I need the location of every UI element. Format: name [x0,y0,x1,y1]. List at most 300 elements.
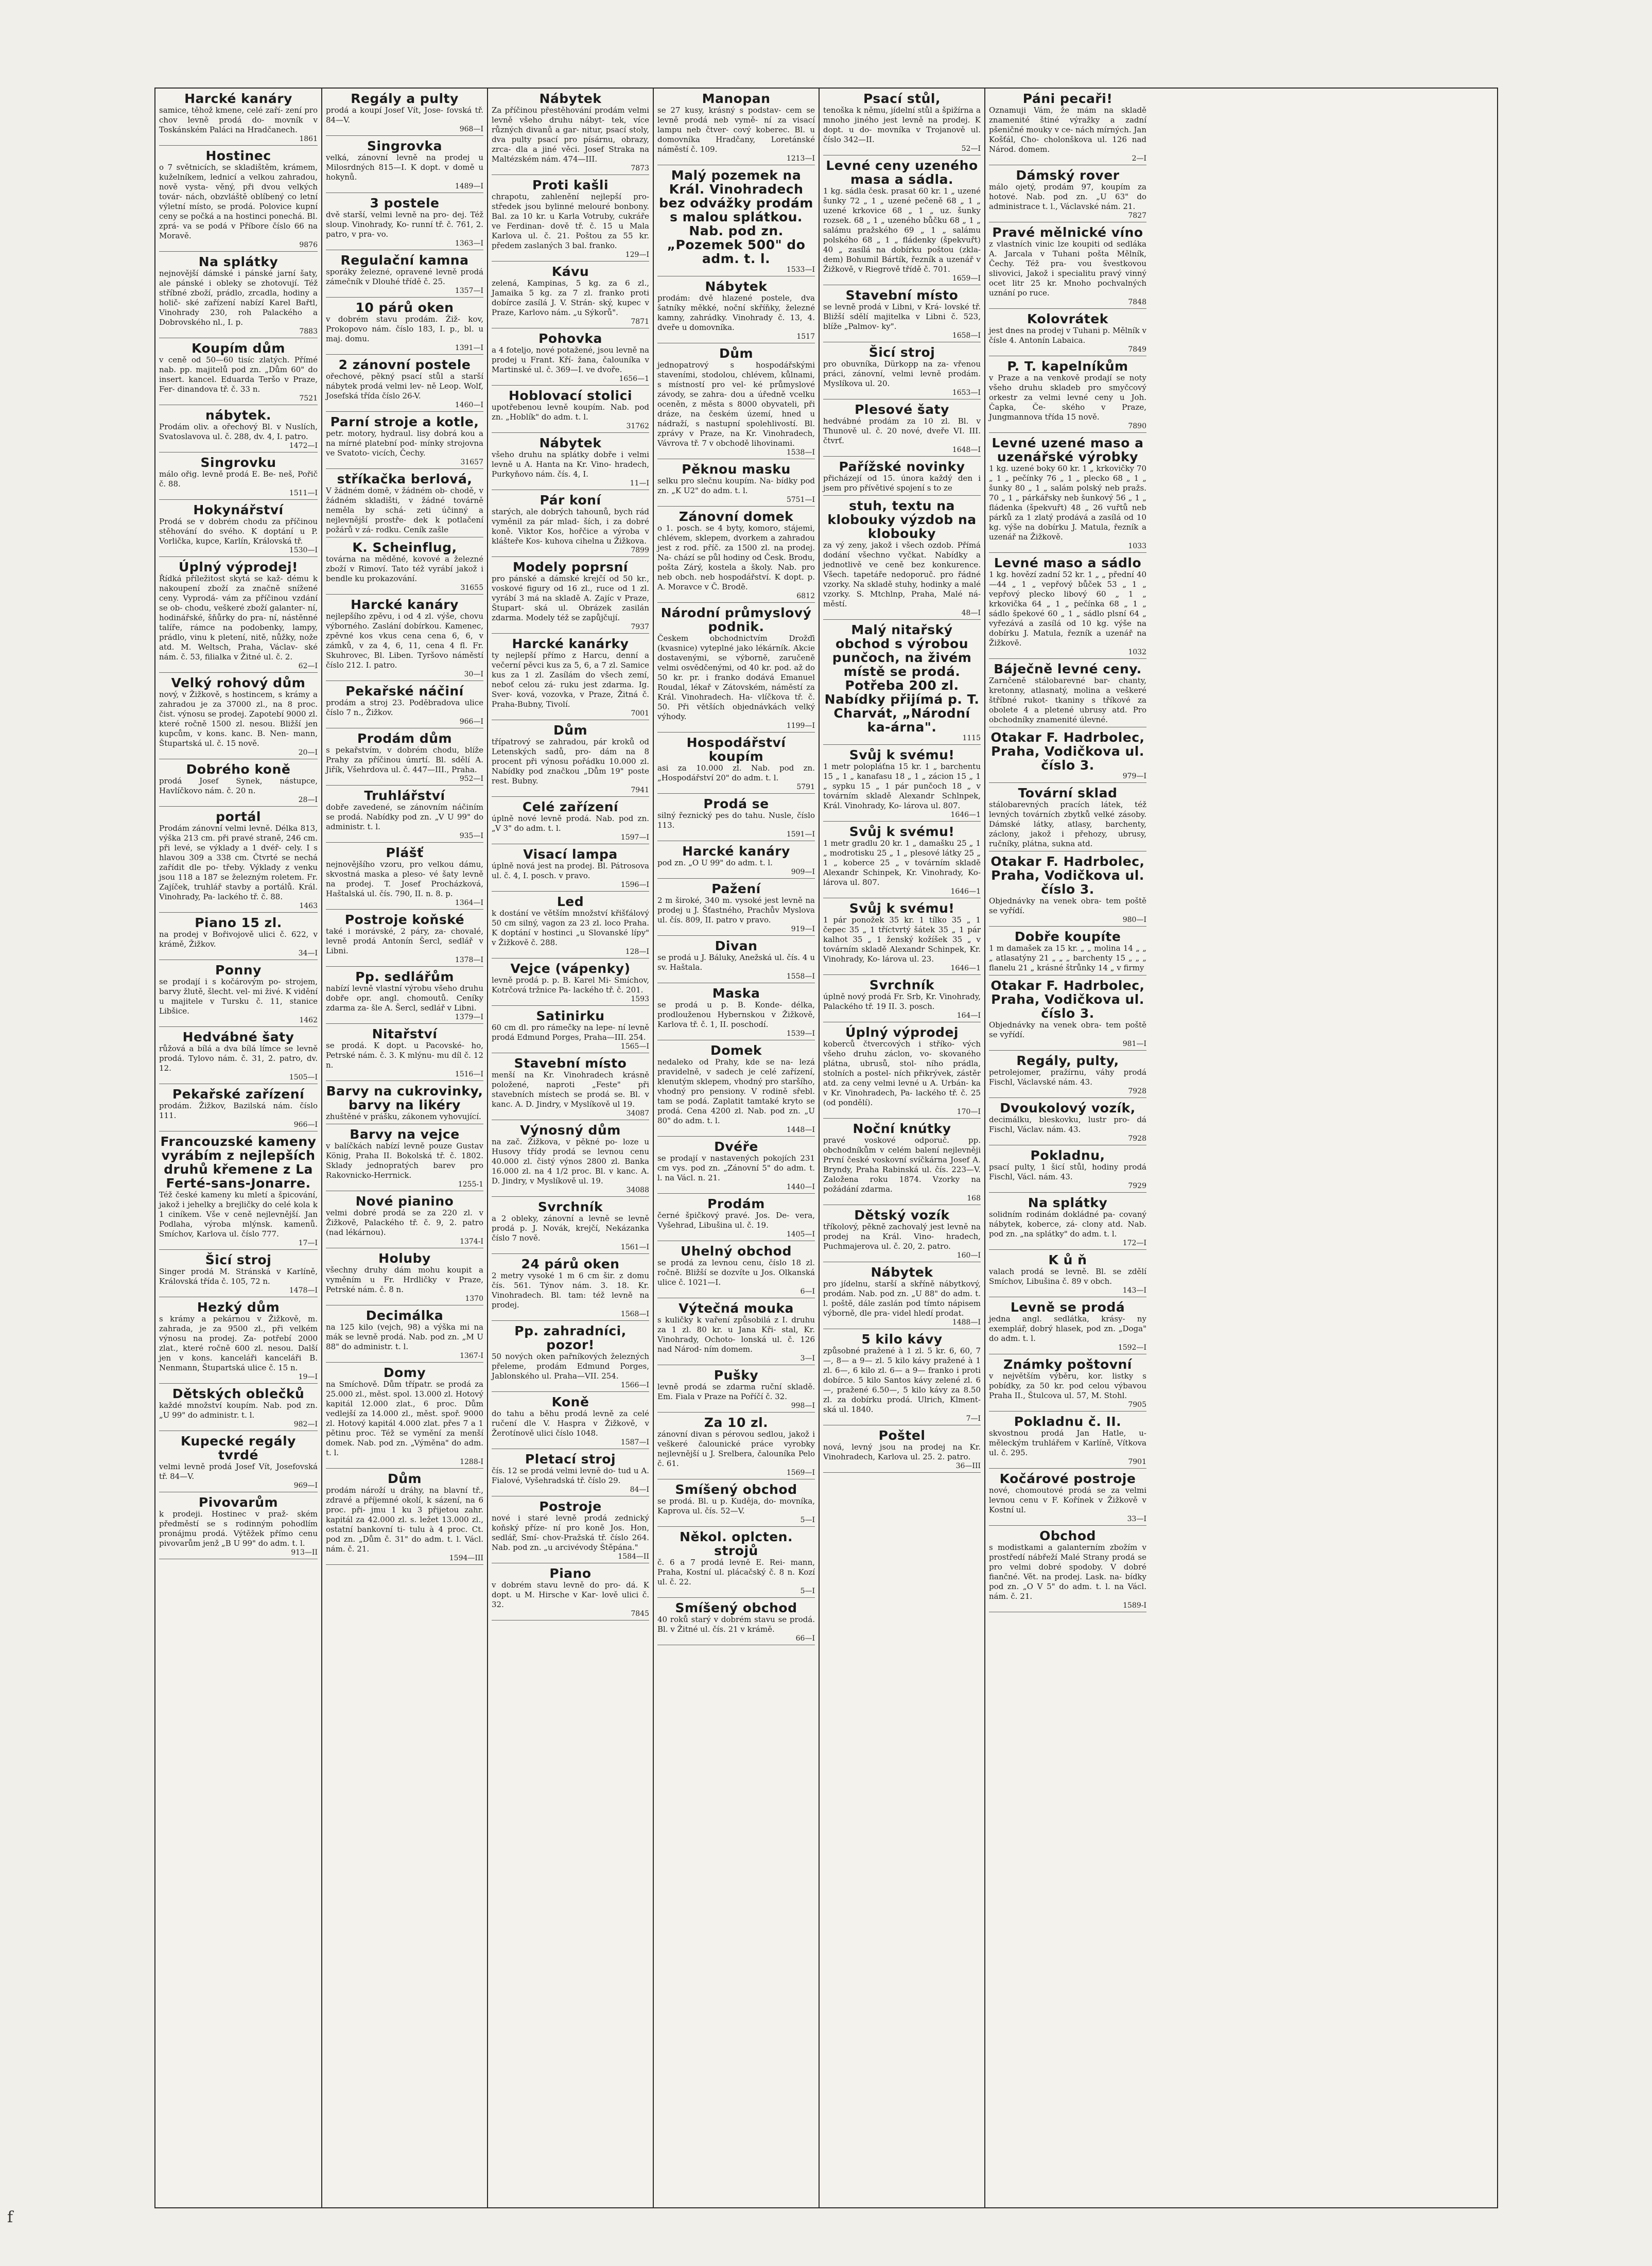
margin-mark: f [7,2208,13,2226]
ad-body: prodám a stroj 23. Poděbradova ulice číslo 7 n., Žižkov. [326,698,483,717]
ad-code: 1462 [299,1016,318,1024]
ad-code: 1568—I [620,1310,649,1318]
classified-ad [823,978,981,1022]
ad-body: s pekařstvím, v dobrém chodu, blíže Prahy za příčinou úmrtí. Bl. sdělí A. Jiřík, Všehrdova ul. č. 447—III., Praha. [326,745,483,774]
ad-code: 7883 [299,327,318,336]
ad-body: úplně nový prodá Fr. Srb, Kr. Vinohrady, Palackého tř. 19 II. 3. posch. [823,992,981,1011]
ad-heading: Stavební místo [845,288,959,303]
ad-code: 1255-1 [458,1180,483,1189]
ad-body: Prodá se v dobrém chodu za příčinou stěhování do svého. K doptání u P. Vorlička, kupce, Karlín, Královská tř. [159,517,318,546]
ad-heading: K. Scheinflug, [352,540,457,555]
ad-code: 2—I [1132,154,1146,163]
ad-code: 164—I [957,1012,981,1020]
ad-heading: Pp. zahradníci, pozor! [514,1323,627,1352]
ad-heading: Hedvábné šaty [182,1030,294,1044]
ad-heading: Truhlářství [364,788,445,803]
ad-body: 1 metr polopláťna 15 kr. 1 „ barchentu 15 „ 1 „ kanafasu 18 „ 1 „ zácion 15 „ 1 „ sypku 15 „ 1 pár punčoch 18 „ v továrním skladě Alexandr Schlnpek, Král. Vinohrady, Ko- lárova ul. 807. [823,762,981,810]
ad-heading: Hostinec [205,148,271,163]
ad-code: 981—I [1122,1040,1146,1048]
classified-ad [657,986,815,1040]
ad-body: růžová a bílá a dva bílá límce se levně prodá. Tylovo nám. č. 31, 2. patro, dv. 12. [159,1044,318,1073]
ad-heading: Holuby [378,1251,431,1266]
ad-code: 20—I [298,748,318,757]
ad-code: 1472—I [289,442,318,450]
ad-code: 1646—1 [950,964,981,972]
ad-heading: Francouzské kameny vyrábím z nejlepších druhů křemene z La Ferté-sans-Jonarre. [160,1134,317,1191]
ad-body: na 125 kilo (vejch, 98) a výška mi na mák se levně prodá. Nab. pod zn. „M U 88" do administr. t. l. [326,1322,483,1351]
ad-code: 980—I [1122,916,1146,924]
ad-body: jednopatrový s hospodářskými staveními, stodolou, chlévem, kůlnami, s místností pro vel- ké průmyslové závody, se zahra- dou a úředně vcelku oceněn, z města s 8000 obyvateli, při dráze, na českém území, hned u nádraží, s nastupní spolehlivostí. Bl. zprávy v Praze, na Kr. Vinohradech, Vávrova tř. 7 v obchodě lihovinami. [657,360,815,448]
classified-ad [492,1500,649,1563]
ad-code: 1033 [1128,542,1146,550]
ad-heading: Úplný výprodej [845,1025,959,1040]
classified-ad [989,1253,1146,1297]
classified-ad [657,1140,815,1194]
ad-heading: Parní stroje a kotle, [330,414,479,429]
ad-code: 5791 [796,783,815,791]
classified-ad [326,139,483,193]
ad-code: 935—I [459,832,483,840]
ad-body: pro jídelnu, starší a skříně nábytkový, prodám. Nab. pod zn. „U 88" do adm. t. l. poště, dále zaslán pod tímto nápisem výborně, dle pra- videl hledí prodat. [823,1279,981,1318]
classified-ad [326,196,483,250]
ad-heading: Harcké kanárky [512,636,629,651]
ad-code: 34088 [626,1186,649,1194]
ad-body: ořechové, pěkný psací stůl a starší nábytek prodá velmi lev- ně Leop. Wolf, Josefská třída číslo 26-V. [326,372,483,400]
classified-ad [823,1428,981,1473]
ad-body: dvě starší, velmi levně na pro- dej. Též sloup. Vinohrady, Ko- runní tř. č. 761, 2. patro, v pra- vo. [326,210,483,239]
classified-ad [823,623,981,745]
ad-heading: Nitařství [372,1026,438,1041]
ad-body: V žádném domě, v žádném ob- chodě, v žádném skladišti, v žádné továrně neměla by schá- zeti účinný a nejlevnější prostře- dek k potlačení požárů v zá- rodku. Ceník zašle [326,486,483,534]
classified-ad [159,1253,318,1297]
column-6 [984,89,1150,2207]
ad-heading: Visací lampa [523,847,618,862]
ad-heading: Dětských oblečků [172,1386,305,1401]
classified-ad [159,1300,318,1384]
classified-ad [823,1208,981,1262]
classified-ad [657,1244,815,1298]
ad-body: decimálku, bleskovku, lustr pro- dá Fischl, Václav. nám. 43. [989,1115,1146,1134]
ad-code: 52—I [961,145,981,153]
classified-ad [989,1529,1146,1612]
ad-body: silný řeznický pes do tahu. Nusle, číslo 113. [657,811,815,830]
ad-heading: Národní průmyslový podnik. [660,605,812,634]
ad-heading: Piano [549,1566,592,1581]
ad-heading: Pěknou masku [682,462,791,477]
ad-heading: Páni pecaři! [1022,91,1113,106]
classified-ad [492,1395,649,1449]
ad-heading: Malý nitařský obchod s výrobou punčoch, na živém místě se prodá. Potřeba 200 zl. Nabídky přijímá p. T. Charvát, „Národní ka-árna". [824,622,980,735]
ad-heading: Modely poprsní [512,560,629,574]
ad-code: 170—I [957,1108,981,1116]
classified-ad [989,1196,1146,1250]
ad-body: s krámy a pekárnou v Žižkově, m. zahrada, je za 9500 zl., při velkém výnosu na prodej. Za- potřebí 2000 zlat., které ročně 600 zl. nesou. Další jen v kons. kanceláři kanceláři B. Nenmann, Štupartská ulice č. 15 n. [159,1314,318,1372]
ad-heading: Dům [553,723,588,738]
ad-code: 17—I [298,1239,318,1247]
ad-heading: Levné uzené maso a uzenářské výrobky [992,435,1144,464]
ad-code: 1561—I [620,1243,649,1251]
ad-body: nová, levný jsou na prodej na Kr. Vinohradech, Karlova ul. 25. 2. patro. [823,1442,981,1461]
classified-ad [326,846,483,910]
ad-code: 66—I [795,1634,815,1643]
ad-code: 7873 [631,164,649,172]
ad-heading: Někol. oplcten. strojů [680,1529,793,1558]
classified-ad [823,901,981,975]
ad-body: levně prodá se zdarma ruční skladě. Em. Fiala v Praze na Poříčí č. 32. [657,1382,815,1401]
ad-heading: Prodám dům [357,731,453,746]
classified-ad [159,560,318,673]
ad-heading: Obchod [1039,1528,1096,1543]
ad-heading: Piano 15 zl. [195,915,282,930]
classified-ad [657,844,815,879]
ad-body: všechny druhy dám mohu koupit a vyměním u Fr. Hrdličky v Praze, Petrské nám. č. 8 n. [326,1265,483,1294]
ad-code: 28—I [298,796,318,804]
classified-ad [159,762,318,807]
ad-body: v balíčkách nabízí levně pouze Gustav König, Praha II. Bokolská tř. č. 1802. Sklady jednopratých barev pro Rakovnicko-Herrnick. [326,1141,483,1180]
ad-code: 84—I [630,1486,649,1494]
classified-ad [159,456,318,500]
ad-heading: Nábytek [705,279,768,294]
ad-heading: Zánovní domek [679,509,794,524]
ad-body: tříkolový, pěkně zachovalý jest levně na prodej na Král. Vino- hradech, Puchmajerova ul. č. 20, 2. patro. [823,1222,981,1251]
ad-body: starých, ale dobrých tahounů, bych rád vyměnil za pár mlad- ších, i za dobré koně. Viktor Kos, hořčice a výroba v klášteře Kos- kuhova cihelna u Žižkova. [492,507,649,546]
ad-code: 129—I [625,251,649,259]
ad-code: 1538—I [786,448,815,457]
ad-heading: 24 párů oken [521,1257,620,1271]
ad-body: pro pánské a dámské krejčí od 50 kr., voskové figury od 16 zl., ruce od 1 zl. vyrábí 3 má na skladě A. Zajíc v Praze, Štupart- ská ul. Obrázek zasilán zdarma. Modely též se zapůjčují. [492,574,649,622]
ad-code: 1367-I [460,1352,483,1360]
ad-body: menší na Kr. Vinohradech krásně položené, naproti „Feste" při stavebních místech se prodá se. Bl. v kanc. A. D. Jindry, v Myslíkově ul 19. [492,1070,649,1109]
classified-ad [989,1148,1146,1193]
ad-code: 7928 [1128,1135,1146,1143]
ad-heading: Báječně levné ceny. [994,661,1142,676]
ad-body: Prodám oliv. a ořechový Bl. v Nuslích, Svatoslavova ul. č. 288, dv. 4, I. patro. [159,422,318,441]
ad-code: 1653—I [952,389,981,397]
classified-ad [326,789,483,843]
ad-heading: Pravé mělnické víno [992,225,1143,240]
classified-ad [989,786,1146,851]
ad-heading: 10 párů oken [355,300,454,315]
ad-body: valach prodá se levně. Bl. se zdělí Smíchov, Libušina č. 89 v obch. [989,1267,1146,1286]
ad-body: nedaleko od Prahy, kde se na- lezá pravidelně, v sadech je celé zařízení, klenutým sklepem, vhodný pro staršího, vhodný pro pensiony. V rodině sřebl. tam se podá. Zaplatit tamtaké kryto se prodá. Cena 4200 zl. Nab. pod zn. „U 80" do adm. t. l. [657,1057,815,1125]
ad-body: 60 cm dl. pro rámečky na lepe- ní levně prodá Edmund Porges, Praha—III. 254. [492,1023,649,1042]
ad-heading: Kočárové postroje [999,1471,1136,1486]
ad-code: 998—I [791,1402,815,1410]
ad-body: třípatrový se zahradou, pár kroků od Letenských sadů, pro- dám na 8 procent při výnosu pořádku 10.000 zl. Nabídky pod značkou „Dům 19" poste rest. Bubny. [492,737,649,786]
ad-body: k prodeji. Hostinec v praž- ském předměstí se s rodinným pohodlím pronájmu prodá. Výtěžek přímo cenu pivovarům jenž „B U 99" do adm. t. l. [159,1509,318,1548]
ad-body: zelená, Kampinas, 5 kg. za 6 zl., Jamaika 5 kg. za 7 zl. franko proti dobírce zasílá J. V. Strán- ský, kupec v Praze, Karlovo nám. „u Sýkorů". [492,278,649,317]
ad-code: 7849 [1128,345,1146,354]
classified-ad [989,1101,1146,1145]
ad-heading: Šicí stroj [868,345,935,360]
ad-body: sporáky železné, opravené levně prodá zámečník v Dlouhé třídě č. 25. [326,267,483,286]
column-3 [487,89,653,2207]
ad-body: levně prodá p. p. B. Karel Mi- Smíchov, Kotrčová tržnice Pa- lackého tř. č. 201. [492,975,649,995]
ad-heading: Tovární sklad [1018,786,1118,800]
ad-code: 5—I [800,1587,815,1595]
ad-heading: Prodá se [703,796,769,811]
classified-ad [657,1483,815,1527]
ad-heading: Pekařské náčiní [345,684,464,699]
ad-body: Za příčinou přestěhování prodám velmi levně všeho druhu nábyt- tek, více různých divanů a gar- nitur, psací stoly, dva pulty psací pro písárnu, obrazy, zrca- dla a jiné věci. Josef Straka na Maltézském nám. 474—III. [492,106,649,164]
ad-code: 7845 [631,1610,649,1618]
ad-heading: Dvoukolový vozík, [1000,1101,1136,1115]
ad-code: 1488—I [952,1318,981,1327]
classified-ad [657,882,815,936]
classified-ad [823,825,981,898]
classified-ad [326,598,483,681]
classified-ad [492,723,649,797]
ad-heading: Singrovku [200,455,276,470]
ad-body: velmi dobré prodá se za 220 zl. v Žižkově, Palackého tř. č. 9, 2. patro (nad lékárnou). [326,1208,483,1237]
ad-heading: Levné maso a sádlo [994,555,1142,570]
ad-body: každé množství koupím. Nab. pod zn. „U 99" do administr. t. l. [159,1401,318,1420]
column-5 [819,89,984,2207]
ad-heading: Kupecké regály tvrdé [181,1434,296,1462]
ad-code: 1566—I [620,1381,649,1389]
ad-heading: Regály a pulty [351,91,459,106]
classified-ad [326,253,483,298]
ad-heading: Plášť [386,845,424,860]
ad-body: málo ořig. levně prodá E. Be- neš, Pořič č. 88. [159,469,318,489]
ad-code: 1364—I [455,899,483,907]
ad-heading: Hoblovací stolici [508,388,633,403]
ad-heading: Nábytek [539,435,602,450]
ad-body: č. 6 a 7 prodá levně E. Rei- mann, Praha, Kostní ul. plácačský č. 8 n. Kozí ul. č. 22. [657,1558,815,1587]
ad-body: o 1. posch. se 4 byty, komoro, stájemi, chlévem, sklepem, dvorkem a zahradou jest z rod. příč. za 1500 zl. na prodej. Na- chází se půl hodiny od Česk. Brodu, pošta Zárý, kostela a školy. Nab. pro neb obch. neb hospodářství. K dopt. p. A. Moravce v Č. Brodě. [657,524,815,591]
ad-code: 6812 [796,592,815,600]
ad-code: 1517 [796,333,815,341]
ad-body: se 27 kusy, krásný s podstav- cem se levně prodá neb vymě- ní za visací lampu neb čtver- cový koberec. Bl. u domovníka Hradčany, Loretánské náměstí č. 109. [657,106,815,154]
classified-ad [657,606,815,733]
ad-code: 7827 [1128,212,1146,220]
ad-code: 909—I [791,868,815,876]
ad-heading: stříkačka berlová, [337,472,473,486]
ad-body: 1 metr gradlu 20 kr. 1 „ damašku 25 „ 1 „ modrotisku 25 „ 1 „ plesové látky 25 „ 1 „ koberce 25 „ v továrním skladě Alexandr Schinpek, Kr. Vinohrady, Ko- lárova ul. 807. [823,839,981,887]
ad-body: všeho druhu na splátky dobře i velmi levně u A. Hanta na Kr. Vino- hradech, Purkyňovo nám. čís. 4, I. [492,450,649,479]
ad-code: 1288-I [460,1458,483,1466]
ad-code: 1357—I [455,287,483,295]
ad-code: 1592—I [1118,1344,1146,1352]
ad-code: 1379—I [455,1013,483,1021]
ad-heading: Svůj k svému! [849,747,955,762]
ad-body: chrapotu, zahlenění nejlepší pro- středek jsou bylinné melouré bonbony. Bal. za 10 kr. u Karla Votruby, cukráře ve Ferdinan- dově tř. č. 15 u Mala Karlova ul. č. 21. Poštou za 55 kr. předem zaslaných 3 bal. franko. [492,192,649,250]
classified-ad [159,92,318,146]
ad-body: také i morávské, 2 páry, za- chovalé, levně prodá Antonín Šercl, sedlář v Libni. [326,927,483,955]
classified-ad [989,930,1146,975]
ad-body: přicházejí od 15. února každý den i jsem pro přívětivé spojení s to ze [823,474,981,493]
ad-heading: Harcké kanáry [184,91,292,106]
classified-ad [989,1054,1146,1098]
ad-heading: Nábytek [539,91,602,106]
ad-code: 168 [967,1194,981,1202]
ad-code: 966—I [459,718,483,726]
classified-ad [492,436,649,490]
classified-ad [492,1452,649,1496]
ad-code: 31657 [460,458,483,466]
ad-heading: Uhelný obchod [681,1244,792,1259]
ad-body: Prodám zánovní velmi levně. Délka 813, výška 213 cm. při pravé straně, 246 cm. při levé, se výklady a 1 dvéř- cely. I s hlavou 309 a 338 cm. Čtvrté se nechá zařídit dle po- třeby. Výklady z venku jsou 118 a 187 se železným roletem. Fr. Zajíček, truhlář stavby a portálů. Král. Vinohrady, Pa- lackého tř. č. 88. [159,824,318,901]
ad-heading: 2 zánovní postele [338,357,471,372]
ad-heading: Pažení [711,881,761,896]
ad-heading: Pokladnu, [1030,1148,1105,1163]
ad-code: 1646—1 [950,811,981,819]
ad-body: nový, v Žižkově, s hostincem, s krámy a zahradou je za 37000 zl., na 8 proc. čist. výnosu se prodej. Zapotebí 9000 zl. které ročně 1500 zl. nesou. Bližší jen kupcům, v kons. kanc. B. Nen- mann, Štupartská ul. č. 15 nově. [159,690,318,748]
ad-heading: Dům [719,346,754,361]
classified-ad [657,1368,815,1413]
ad-code: 7890 [1128,422,1146,430]
ad-heading: Pušky [714,1368,759,1383]
classified-ad [492,178,649,262]
classified-ad [492,560,649,634]
ad-body: na prodej v Bořivojově ulici č. 622, v krámě, Žižkov. [159,930,318,949]
ad-code: 33—I [1127,1515,1146,1523]
classified-ad [326,92,483,136]
ad-body: pravé voskové odporuč. pp. obchodníkům v celém balení nejlevněji První české voskovní svíčkárna Josef A. Bryndy, Praha Rabinská ul. čís. 223—V. Založena roku 1874. Vzorky na požádání zdarma. [823,1136,981,1194]
ad-heading: Divan [715,938,758,953]
ad-heading: Regulační kamna [340,253,469,268]
ad-body: k dostání ve větším množství křišťálový 50 cm silný, vagon za 23 zl. loco Praha. K doptání v hostinci „u Slovanské lípy" v Žižkově č. 288. [492,909,649,947]
ad-heading: Pivovarům [198,1495,279,1510]
ad-heading: Koně [551,1395,589,1409]
classified-ad [492,1009,649,1053]
column-4 [653,89,819,2207]
ad-heading: Smíšený obchod [675,1600,797,1615]
classified-ad [326,358,483,412]
classified-ad [492,1324,649,1392]
ad-body: úplně nová jest na prodej. Bl. Pátrosova ul. č. 4, I. posch. v pravo. [492,861,649,880]
ad-code: 982—I [293,1420,318,1428]
ad-body: 1 pár ponožek 35 kr. 1 tílko 35 „ 1 čepec 35 „ 1 tříctvrtý šátek 35 „ 1 pár kalhot 35 „ 1 ženský kožíšek 35 „ v továrním skladě Alexandr Schinpek, Kr. Vinohrady, Ko- lárova ul. 23. [823,915,981,964]
classified-ad [657,1416,815,1479]
classified-ad [823,288,981,342]
classified-ad [823,345,981,399]
ad-code: 7928 [1128,1087,1146,1095]
ad-code: 1593 [631,995,649,1003]
ad-body: se levně prodá v Libni, v Krá- lovské tř. Bližší sdělí majitelka v Libni č. 523, blíže „Palmov- ky". [823,302,981,331]
ad-body: velká, zánovní levně na prodej u Milosrdných 815—I. K dopt. v domě u hokynů. [326,153,483,182]
classified-ad [159,1434,318,1492]
ad-heading: Kolovrátek [1027,311,1108,326]
classified-ad [989,359,1146,433]
ad-heading: Smíšený obchod [675,1482,797,1497]
ad-code: 969—I [293,1481,318,1490]
ad-code: 1463 [299,902,318,910]
ad-body: prodám: dvě hlazené postele, dva šatníky měkké, noční skříňky, železné kamny, zahrádky. Vinohrady č. 13, 4. dveře u domovníka. [657,293,815,332]
ad-code: 1370 [465,1295,483,1303]
ad-heading: Na splátky [198,254,279,269]
classified-ad [326,541,483,595]
classified-ad [326,472,483,537]
ad-body: Singer prodá M. Stránská v Karlíně, Královská třída č. 105, 72 n. [159,1267,318,1286]
ad-body: v dobrém stavu levně do pro- dá. K dopt. u M. Hirsche v Kar- lově ulici č. 32. [492,1580,649,1609]
classified-ad [159,676,318,759]
ad-code: 952—I [459,775,483,783]
classified-ad [159,963,318,1027]
ad-code: 968—I [459,125,483,133]
ad-heading: Otakar F. Hadrbolec, Praha, Vodičkova ul. číslo 3. [990,730,1145,773]
ad-body: se prodá. K dopt. u Pacovské- ho, Petrské nám. č. 3. K mlýnu- mu díl č. 12 n. [326,1041,483,1070]
ad-code: 128—I [625,948,649,956]
ad-body: Též české kameny ku mletí a špicování, jakož i jehelky a brejličky do celé kola k 1 ciníkem. Vše v ceně nejlevnější. Jan Podlaha, výroba mlýnsk. kamenů. Smíchov, Karlova ul. číslo 777. [159,1190,318,1239]
ad-heading: stuh, textu na klobouky výzdob na klobouky [827,498,977,541]
ad-body: se prodá. Bl. u p. Kuděja, do- movníka, Kaprova ul. čís. 52—V. [657,1496,815,1515]
ad-body: Oznamuji Vám, že mám na skladě znamenité štiné výražky a zadní pšeničné mouky v ce- nách mírných. Jan Košťál, Cho- cholonškova ul. 126 nad Národ. domem. [989,106,1146,154]
classified-ad [989,556,1146,659]
ad-heading: Pařížské novinky [839,459,965,474]
ad-body: jest dnes na prodej v Tuhani p. Mělník v čísle 4. Antonín Labaica. [989,326,1146,345]
ad-code: 1363—I [455,239,483,248]
ad-heading: Pekařské zařízení [172,1087,305,1102]
classified-ad [657,168,815,276]
ad-body: samice, těhož kmene, celé zaří- zení pro chov levně prodá do- movník v Toskánském Paláci na Hradčanech. [159,106,318,134]
classified-ad [657,280,815,343]
classified-ad [823,1025,981,1119]
classified-ad [492,332,649,386]
ad-code: 7905 [1128,1401,1146,1409]
ad-body: čís. 12 se prodá velmi levně do- tud u A. Fialové, Vyšehradská tř. číslo 29. [492,1466,649,1485]
ad-heading: Stavební místo [514,1056,627,1071]
classified-ad [657,92,815,165]
ad-code: 7871 [631,318,649,326]
ad-code: 1861 [299,135,318,143]
ad-body: se prodá za levnou cenu, číslo 18 zl. ročně. Bližší se dozvíte u Jos. Olkanská ulice č. 1021—I. [657,1258,815,1287]
classified-ad [657,1601,815,1645]
ad-body: nové, chomoutové prodá se za velmi levnou cenu v F. Kořínek v Žižkově v Kostní ul. [989,1486,1146,1514]
ad-heading: Pletací stroj [525,1452,616,1467]
ad-code: 1391—I [455,344,483,352]
ad-heading: Dobrého koně [186,762,291,777]
ad-code: 34087 [626,1109,649,1118]
ad-body: zánovní divan s pérovou sedlou, jakož i veškeré čalounické práce vyrobky nejlevnější u J. Srelbera, čalouníka Pelo č. 61. [657,1430,815,1468]
ad-code: 913—II [291,1548,318,1557]
classified-ad [823,499,981,620]
ad-body: Českem obchodnictvím Drožďi (kvasnice) vyteplné jako lékárník. Akcie dostavenými, se výborně, zaručeně velmi osvědčenými, od 40 kr. pod. až do 50 kr. pr. i franko dodává Emanuel Roudal, lékař v Zátovském, náměstí za Král. Vinohradech. Ha- vlíčkova tř. č. 50. Při větších objednávkách velký výhody. [657,634,815,721]
ad-heading: Hezký dům [197,1300,280,1315]
ad-heading: Svrchník [537,1199,603,1214]
ad-heading: Psací stůl, [863,91,941,106]
ad-heading: Poštel [878,1428,926,1443]
ad-code: 1478—I [289,1286,318,1295]
classified-ad [159,503,318,557]
ad-body: skvostnou prodá Jan Hatle, u- měleckým truhlářem v Karlíně, Vítkova ul. č. 295. [989,1428,1146,1457]
ad-body: černé špičkový pravé. Jos. De- vera, Vyšehrad, Libušina ul. č. 19. [657,1211,815,1230]
ad-body: se prodají i s kočárovým po- strojem, barvy žlutě, šlecht. vel- mi živé. K vidění u majitele v Tursku č. 11, stanice Libšice. [159,977,318,1016]
ad-heading: Dům [387,1471,422,1486]
ad-body: 50 nových oken pařníkových železných přeleme, prodám Edmund Porges, Jablonského ul. Praha—VII. 254. [492,1352,649,1381]
ad-body: za vý zeny, jakož i všech ozdob. Přímá dodání všechno vyčkat. Nabídky a jednotlivě ve ceně bez konkurence. Všech. tapetáře nedoporuč. pro řádné vzorky. Na skladě stuhy, hodinky a malé vzorky. S. Mtchlnp, Praha, Malé ná- městí. [823,541,981,608]
classified-ad [823,403,981,457]
classified-ad [823,1265,981,1329]
classified-ad [492,265,649,328]
ad-heading: Kávu [551,264,589,279]
classified-ad [492,1200,649,1254]
ad-code: 1589-I [1123,1601,1146,1610]
classified-ad [657,1530,815,1598]
ad-heading: Celé zařízení [522,799,619,814]
ad-heading: Singrovka [367,138,443,153]
ad-heading: Šicí stroj [205,1252,272,1267]
ad-heading: Dámský rover [1016,168,1120,183]
ad-code: 919—I [791,925,815,933]
classified-ad [989,730,1146,783]
ad-code: 143—I [1122,1286,1146,1295]
ad-body: s kuličky k vaření způsobilá z I. druhu za 1 zl. 80 kr. u Jana Kři- stal, Kr. Vinohrady, Ochoto- lonská ul. č. 126 nad Národ- ním domem. [657,1315,815,1354]
classified-ad [159,1495,318,1559]
newspaper-classifieds-page [154,88,1498,2208]
classified-ad [326,1366,483,1469]
ad-body: o 7 světnicích, se skladištěm, krámem, kuželníkem, lednicí a velkou zahradou, nově vysta- věný, při dvou velkých továr- nách, obzvláště oblíbený co letní výletní místo, se prodá. Polovice kupní ceny se počká a na hostinci ponechá. Bl. zprá- va se podá v Příbore číslo 66 na Moravě. [159,163,318,240]
